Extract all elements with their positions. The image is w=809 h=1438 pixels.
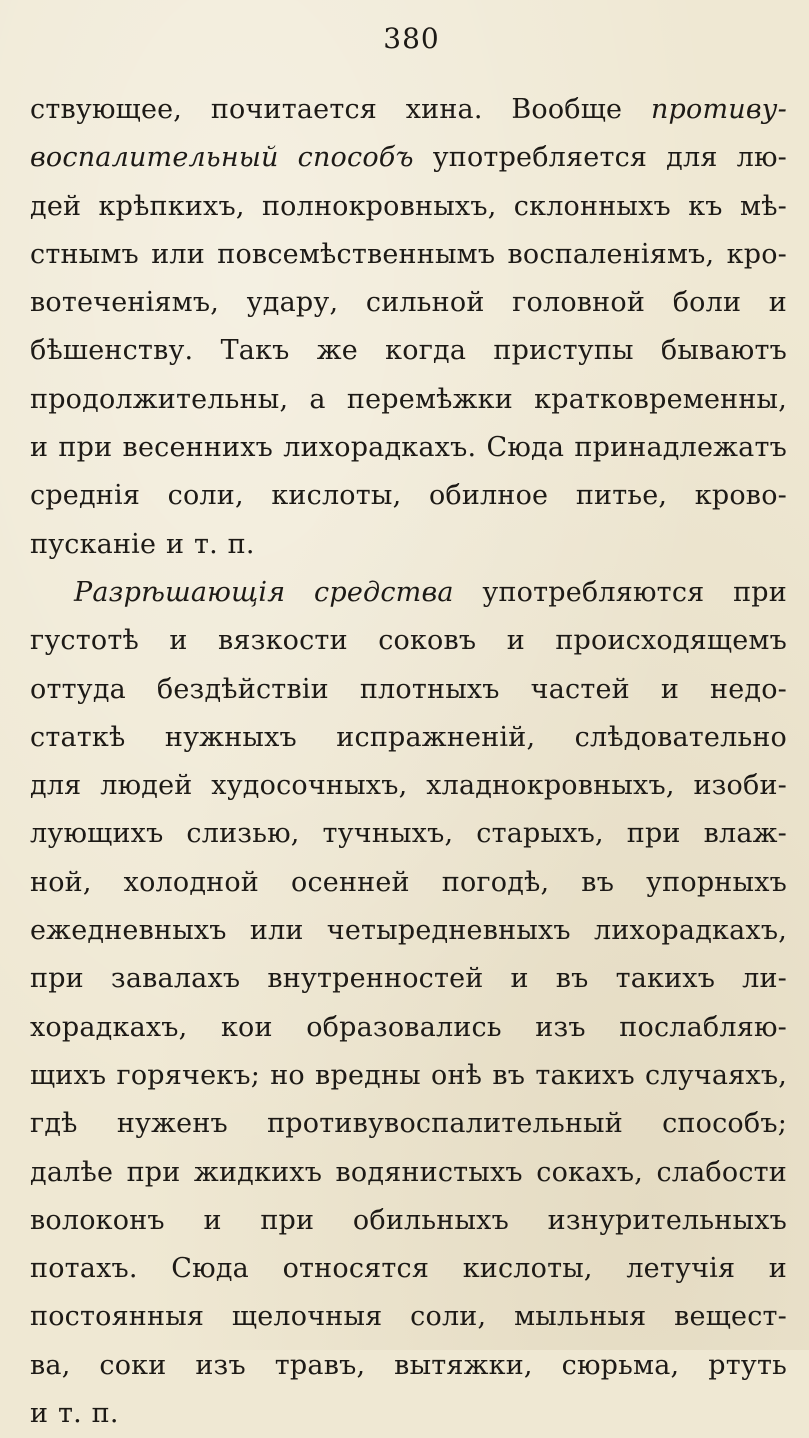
text-line xyxy=(30,183,787,231)
text-line xyxy=(30,1100,787,1148)
text-segment: постоянныя щелочныя соли, мыльныя вещест- xyxy=(30,1301,787,1333)
text-segment: лующихъ слизью, тучныхъ, старыхъ, при влаж- xyxy=(30,818,787,850)
body-text xyxy=(30,86,787,1438)
text-segment: гдѣ нуженъ противувоспалительный способъ; xyxy=(30,1108,787,1140)
text-line xyxy=(30,1245,787,1293)
text-line xyxy=(30,1390,787,1438)
text-segment: употребляется для лю- xyxy=(413,142,787,174)
text-line xyxy=(30,1004,787,1052)
text-line xyxy=(30,1342,787,1390)
text-segment: густотѣ и вязкости соковъ и происходящемъ xyxy=(30,625,787,657)
text-line xyxy=(30,521,787,569)
italic-text: Разрѣшающія средства xyxy=(74,576,454,608)
text-segment: далѣе при жидкихъ водянистыхъ сокахъ, слабости xyxy=(30,1156,787,1188)
text-line xyxy=(30,569,787,617)
text-line xyxy=(30,1052,787,1100)
text-segment: стнымъ или повсемѣственнымъ воспаленіямъ, кро- xyxy=(30,238,787,270)
text-line xyxy=(30,424,787,472)
text-segment: продолжительны, а перемѣжки кратковременны, xyxy=(30,383,787,415)
text-segment: ва, соки изъ травъ, вытяжки, сюрьма, ртуть xyxy=(30,1349,787,1381)
text-segment: волоконъ и при обильныхъ изнурительныхъ xyxy=(30,1204,787,1236)
text-line xyxy=(30,1293,787,1341)
text-segment: дей крѣпкихъ, полнокровныхъ, склонныхъ къ мѣ- xyxy=(30,190,787,222)
text-line xyxy=(30,762,787,810)
text-segment: пусканіе и т. п. xyxy=(30,528,255,560)
text-segment: употребляются при xyxy=(453,576,787,608)
italic-text: противу- xyxy=(650,94,787,125)
text-segment: щихъ горячекъ; но вредны онѣ въ такихъ случаяхъ, xyxy=(30,1059,787,1091)
text-segment: ной, холодной осенней погодѣ, въ упорныхъ xyxy=(30,866,787,898)
text-segment: и т. п. xyxy=(30,1398,119,1430)
text-segment: ствующее, почитается хина. Вообще xyxy=(30,94,651,125)
text-line xyxy=(30,472,787,520)
text-line xyxy=(30,1197,787,1245)
text-line xyxy=(30,666,787,714)
italic-text: воспалительный способъ xyxy=(30,142,414,174)
text-segment: хорадкахъ, кои образовались изъ послабляю- xyxy=(30,1011,787,1043)
text-segment: при завалахъ внутренностей и въ такихъ ли- xyxy=(30,963,787,995)
text-segment: оттуда бездѣйствіи плотныхъ частей и недо- xyxy=(30,673,787,705)
text-segment: статкѣ нужныхъ испражненій, слѣдовательно xyxy=(30,721,787,753)
text-segment: бѣшенству. Такъ же когда приступы бываютъ xyxy=(30,335,787,367)
page-number: 380 xyxy=(383,22,440,55)
text-line xyxy=(30,714,787,762)
text-segment: потахъ. Сюда относятся кислоты, летучія и xyxy=(30,1253,787,1285)
text-line xyxy=(30,327,787,375)
text-line xyxy=(30,617,787,665)
text-line xyxy=(30,859,787,907)
text-segment: среднія соли, кислоты, обилное питье, крово- xyxy=(30,480,787,512)
text-segment: вотеченіямъ, удару, сильной головной боли и xyxy=(30,287,787,319)
text-line xyxy=(30,231,787,279)
text-line xyxy=(30,955,787,1003)
text-segment: для людей худосочныхъ, хладнокровныхъ, изоби- xyxy=(30,770,787,802)
text-line xyxy=(30,376,787,424)
text-line xyxy=(30,279,787,327)
text-line xyxy=(30,86,787,134)
text-line xyxy=(30,810,787,858)
text-segment: ежедневныхъ или четыредневныхъ лихорадкахъ, xyxy=(30,915,787,947)
text-line xyxy=(30,134,787,182)
text-segment: и при весеннихъ лихорадкахъ. Сюда принадлежатъ xyxy=(30,432,787,464)
text-line xyxy=(30,907,787,955)
text-line xyxy=(30,1149,787,1197)
